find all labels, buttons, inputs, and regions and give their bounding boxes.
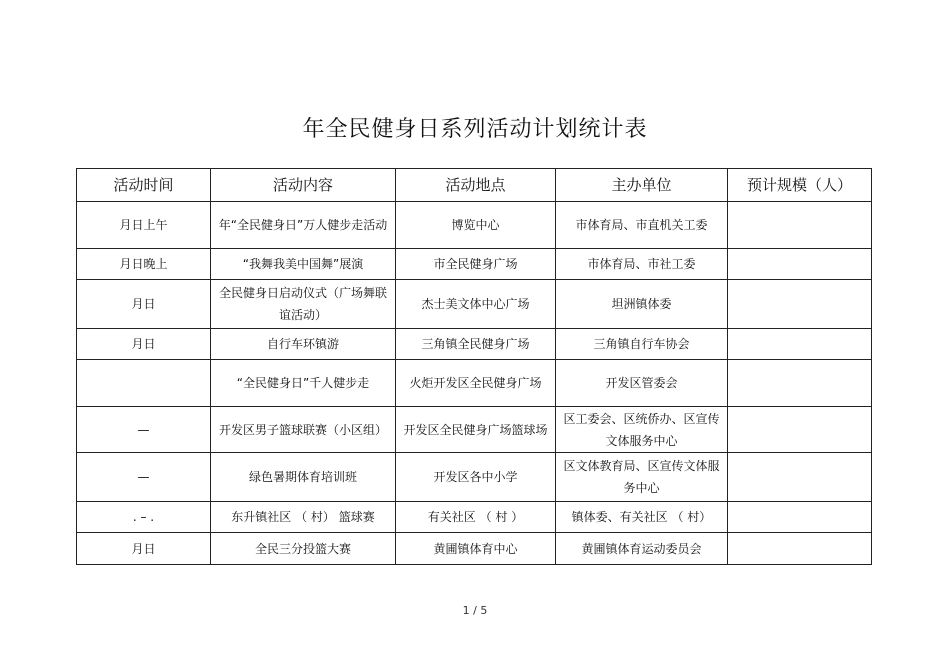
cell-scale [728,280,872,329]
header-place: 活动地点 [396,169,556,202]
cell-time: 月日 [77,280,211,329]
table-row [77,502,872,533]
cell-time [77,360,211,407]
cell-organizer: 三角镇自行车协会 [556,329,728,360]
table-row [77,329,872,360]
cell-organizer: 市体育局、市社工委 [556,249,728,280]
cell-content: 全民健身日启动仪式（广场舞联谊活动） [211,280,396,329]
cell-place: 市全民健身广场 [396,249,556,280]
cell-organizer: 市体育局、市直机关工委 [556,202,728,249]
header-organizer: 主办单位 [556,169,728,202]
cell-content: 全民三分投篮大赛 [211,533,396,565]
cell-content: 绿色暑期体育培训班 [211,453,396,502]
cell-scale [728,202,872,249]
cell-scale [728,329,872,360]
cell-organizer: 镇体委、有关社区 （ 村） [556,502,728,533]
cell-place: 三角镇全民健身广场 [396,329,556,360]
cell-place: 杰士美文体中心广场 [396,280,556,329]
cell-place: 开发区全民健身广场篮球场 [396,407,556,453]
cell-time: 月日晚上 [77,249,211,280]
cell-content: “我舞我美中国舞”展演 [211,249,396,280]
cell-time: — [77,453,211,502]
header-scale: 预计规模（人） [728,169,872,202]
cell-scale [728,502,872,533]
cell-time: . – . [77,502,211,533]
cell-scale [728,407,872,453]
table-row [77,249,872,280]
cell-organizer: 开发区管委会 [556,360,728,407]
table-row [77,360,872,407]
page-number: 1 / 5 [462,604,488,617]
cell-place: 开发区各中小学 [396,453,556,502]
activity-plan-table [76,168,872,565]
header-content: 活动内容 [211,169,396,202]
table-row [77,280,872,329]
cell-organizer: 区工委会、区统侨办、区宣传文体服务中心 [556,407,728,453]
table-row [77,202,872,249]
cell-scale [728,360,872,407]
page-title: 年全民健身日系列活动计划统计表 [302,117,648,142]
cell-content: 东升镇社区 （ 村） 篮球赛 [211,502,396,533]
cell-time: — [77,407,211,453]
cell-time: 月日 [77,533,211,565]
cell-content: 年“全民健身日”万人健步走活动 [211,202,396,249]
cell-organizer: 黄圃镇体育运动委员会 [556,533,728,565]
table-header-row [77,169,872,202]
cell-content: 自行车环镇游 [211,329,396,360]
cell-place: 黄圃镇体育中心 [396,533,556,565]
cell-content: 开发区男子篮球联赛（小区组） [211,407,396,453]
cell-scale [728,533,872,565]
header-time: 活动时间 [77,169,211,202]
cell-organizer: 坦洲镇体委 [556,280,728,329]
table-row [77,533,872,565]
cell-place: 有关社区 （ 村 ） [396,502,556,533]
table-row [77,453,872,502]
cell-content: “全民健身日”千人健步走 [211,360,396,407]
cell-scale [728,453,872,502]
cell-time: 月日上午 [77,202,211,249]
cell-organizer: 区文体教育局、区宣传文体服务中心 [556,453,728,502]
cell-scale [728,249,872,280]
cell-place: 火炬开发区全民健身广场 [396,360,556,407]
table-row [77,407,872,453]
cell-place: 博览中心 [396,202,556,249]
cell-time: 月日 [77,329,211,360]
